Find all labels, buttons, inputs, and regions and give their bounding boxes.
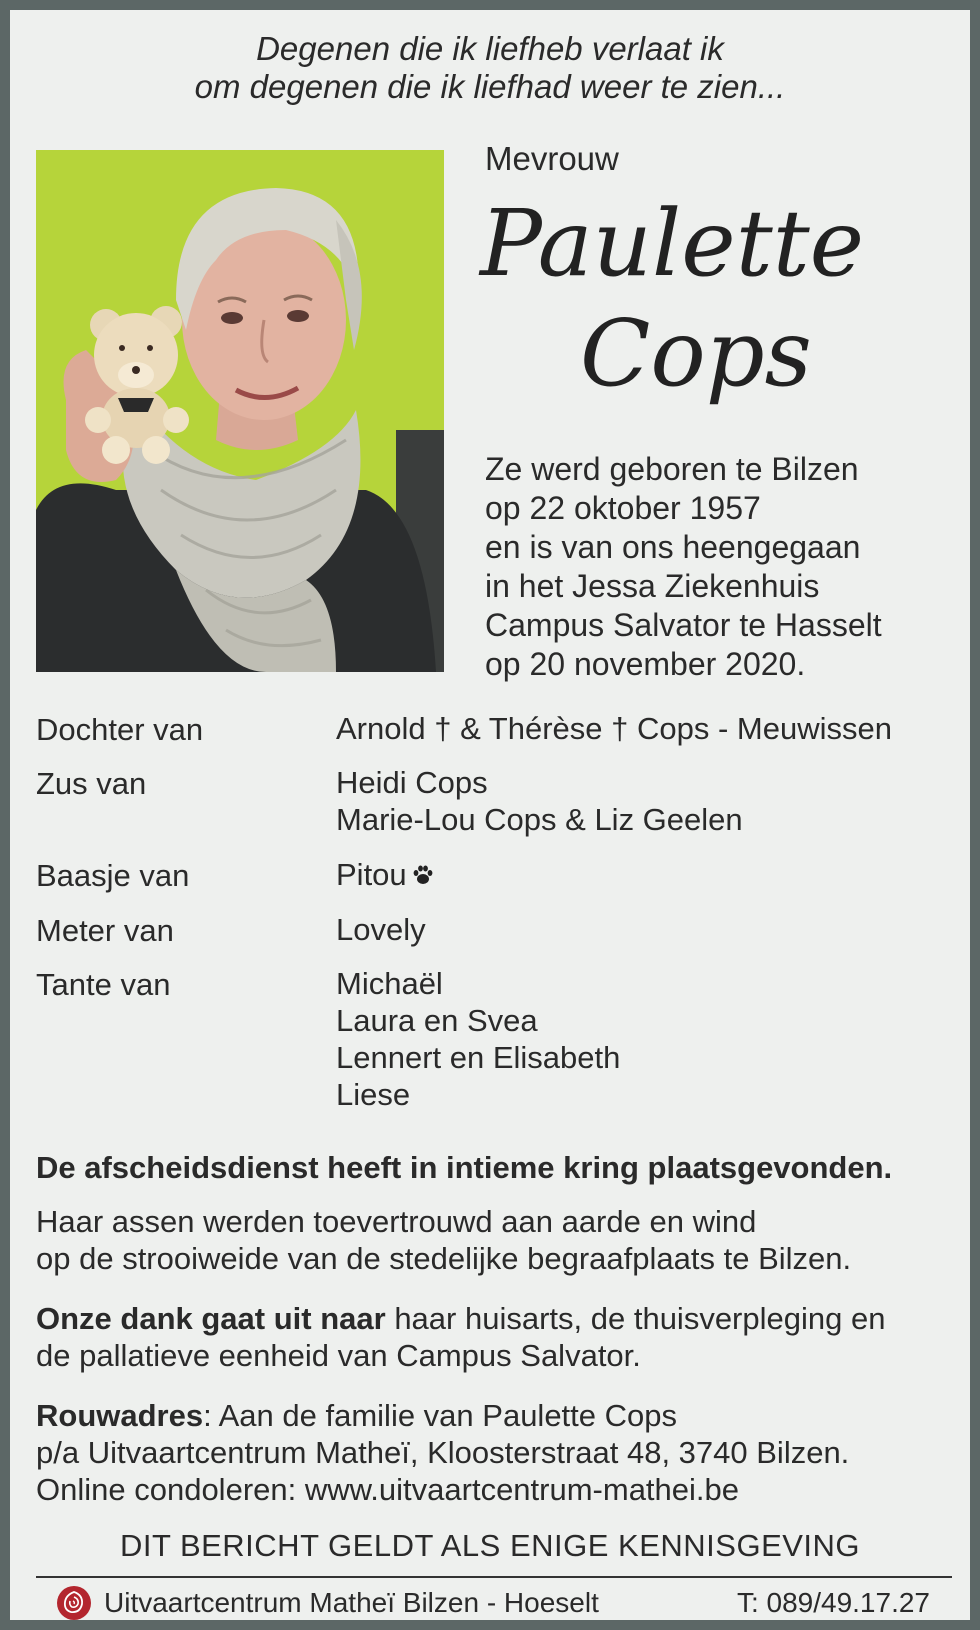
address-line-2: p/a Uitvaartcentrum Matheï, Kloosterstraat 48, 3740 Bilzen. <box>36 1435 850 1470</box>
relation-value-owner <box>336 856 435 893</box>
footer-phone: T: 089/49.17.27 <box>736 1587 930 1618</box>
bio-line: in het Jessa Ziekenhuis <box>485 568 820 604</box>
bio-line: en is van ons heengegaan <box>485 529 861 565</box>
relation-value-aunt-2: Laura en Svea <box>336 1003 538 1038</box>
ashes-line-2: op de strooiweide van de stedelijke begraafplaats te Bilzen. <box>36 1241 852 1276</box>
motto-line-1: Degenen die ik liefheb verlaat ik <box>256 30 724 67</box>
relation-value-aunt-3: Lennert en Elisabeth <box>336 1040 621 1075</box>
thanks-heading: Onze dank gaat uit naar <box>36 1301 386 1336</box>
bio-line: op 22 oktober 1957 <box>485 490 761 526</box>
company-name: Uitvaartcentrum Matheï Bilzen - Hoeselt <box>104 1587 599 1618</box>
ceremony-text: De afscheidsdienst heeft in intieme kring plaatsgevonden. <box>36 1150 893 1185</box>
ashes-line-1: Haar assen werden toevertrouwd aan aarde en wind <box>36 1204 757 1239</box>
pet-name: Pitou <box>336 857 407 892</box>
relation-label-daughter: Dochter van <box>36 712 204 747</box>
relation-label-aunt: Tante van <box>36 967 171 1002</box>
relation-value-aunt-1: Michaël <box>336 966 443 1001</box>
portrait-photo <box>36 150 444 672</box>
bio-line: Campus Salvator te Hasselt <box>485 607 882 643</box>
relation-value-aunt-4: Liese <box>336 1077 411 1112</box>
relation-label-owner: Baasje van <box>36 858 190 893</box>
motto-line-2: om degenen die ik liefhad weer te zien... <box>194 68 786 105</box>
paw-icon <box>411 863 435 887</box>
relation-value-godmother: Lovely <box>336 912 426 947</box>
online-condolence: Online condoleren: www.uitvaartcentrum-mathei.be <box>36 1472 740 1507</box>
thanks-line-1 <box>36 1300 885 1337</box>
salutation: Mevrouw <box>485 140 619 177</box>
first-name: Paulette <box>480 190 865 297</box>
thanks-text: haar huisarts, de thuisverpleging en <box>385 1301 886 1336</box>
address-text: : Aan de familie van Paulette Cops <box>203 1398 678 1433</box>
portrait-illustration <box>36 150 444 672</box>
bio-line: op 20 november 2020. <box>485 646 806 682</box>
rose-icon <box>56 1585 92 1621</box>
thanks-line-2: de pallatieve eenheid van Campus Salvator. <box>36 1338 641 1373</box>
relation-value-daughter: Arnold † & Thérèse † Cops - Meuwissen <box>336 711 892 746</box>
last-name: Cops <box>580 300 812 407</box>
relation-value-sister-2: Marie-Lou Cops & Liz Geelen <box>336 802 743 837</box>
footer-company <box>56 1585 599 1621</box>
relation-value-sister-1: Heidi Cops <box>336 765 488 800</box>
address-label: Rouwadres <box>36 1398 204 1433</box>
bio-line: Ze werd geboren te Bilzen <box>485 451 859 487</box>
relation-label-sister: Zus van <box>36 766 147 801</box>
biography <box>485 450 882 684</box>
notice-text: DIT BERICHT GELDT ALS ENIGE KENNISGEVING <box>119 1528 861 1563</box>
footer-divider <box>36 1576 952 1578</box>
relation-label-godmother: Meter van <box>36 913 174 948</box>
address-line-1 <box>36 1397 677 1434</box>
